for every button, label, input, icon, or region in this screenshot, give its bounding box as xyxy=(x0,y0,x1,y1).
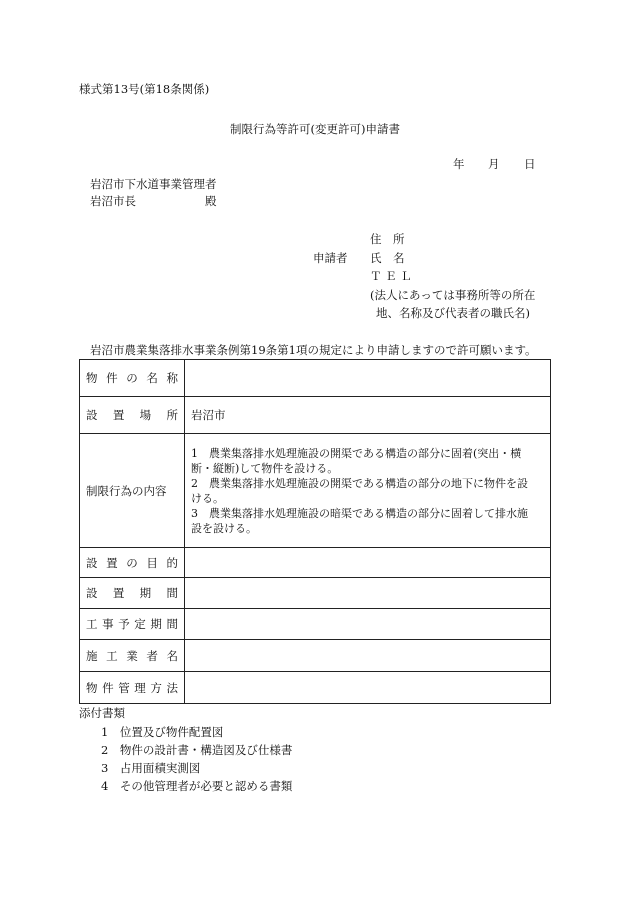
document-title: 制限行為等許可(変更許可)申請書 xyxy=(230,122,400,136)
application-table xyxy=(79,359,551,704)
row-label-period: 設置期間 xyxy=(86,586,178,600)
location-field[interactable]: 岩沼市 xyxy=(185,397,551,434)
construction-period-field[interactable] xyxy=(185,609,551,640)
form-number: 様式第13号(第18条関係) xyxy=(79,82,210,96)
table-row xyxy=(80,609,551,640)
management-field[interactable] xyxy=(185,672,551,704)
row-label-restricted-act: 制限行為の内容 xyxy=(86,483,167,498)
attachment-item: 1 位置及び物件配置図 xyxy=(101,725,224,739)
applicant-label: 申請者 xyxy=(313,251,348,265)
name-label: 氏 名 xyxy=(370,251,405,265)
table-row xyxy=(80,672,551,704)
row-label-contractor: 施工業者名 xyxy=(86,648,178,663)
restricted-act-options xyxy=(185,434,551,548)
period-field[interactable] xyxy=(185,578,551,609)
table-row xyxy=(80,578,551,609)
applicant-note-line2: 地、名称及び代表者の職氏名) xyxy=(376,306,530,320)
option-line: 3 農業集落排水処理施設の暗渠である構造の部分に固着して排水施 xyxy=(191,506,528,520)
tel-label: Ｔ Ｅ Ｌ xyxy=(370,269,412,283)
attachment-item: 3 占用面積実測図 xyxy=(101,761,201,775)
option-line: 2 農業集落排水処理施設の開渠である構造の部分の地下に物件を設 xyxy=(191,476,528,490)
row-label-construction-period: 工事予定期間 xyxy=(86,617,178,631)
row-label-item-name: 物件の名称 xyxy=(86,371,178,385)
attachments-title: 添付書類 xyxy=(79,706,125,720)
applicant-note-line1: (法人にあっては事務所等の所在 xyxy=(370,288,536,302)
option-line: 断・縦断)して物件を設ける。 xyxy=(191,461,339,475)
option-line: 1 農業集落排水処理施設の開渠である構造の部分に固着(突出・横 xyxy=(191,446,522,460)
addressee-line1: 岩沼市下水道事業管理者 xyxy=(90,177,217,191)
table-row xyxy=(80,397,551,434)
date-month: 月 xyxy=(488,157,500,171)
contractor-field[interactable] xyxy=(185,640,551,672)
table-row xyxy=(80,640,551,672)
intro-text: 岩沼市農業集落排水事業条例第19条第1項の規定により申請しますので許可願います。 xyxy=(90,343,537,357)
row-label-management: 物件管理方法 xyxy=(86,680,178,695)
row-label-location: 設置場所 xyxy=(86,408,178,422)
option-line: 設を設ける。 xyxy=(191,521,257,535)
honorific: 殿 xyxy=(205,194,217,208)
option-line: ける。 xyxy=(191,491,224,505)
attachment-item: 4 その他管理者が必要と認める書類 xyxy=(101,779,293,793)
item-name-field[interactable] xyxy=(185,360,551,397)
purpose-field[interactable] xyxy=(185,548,551,578)
attachment-item: 2 物件の設計書・構造図及び仕様書 xyxy=(101,743,293,757)
addressee-line2: 岩沼市長 xyxy=(90,194,136,208)
address-label: 住 所 xyxy=(370,232,405,246)
table-row xyxy=(80,548,551,578)
table-row xyxy=(80,360,551,397)
row-label-purpose: 設置の目的 xyxy=(86,555,178,570)
table-row xyxy=(80,434,551,548)
date-day: 日 xyxy=(524,157,536,171)
date-year: 年 xyxy=(453,157,465,171)
